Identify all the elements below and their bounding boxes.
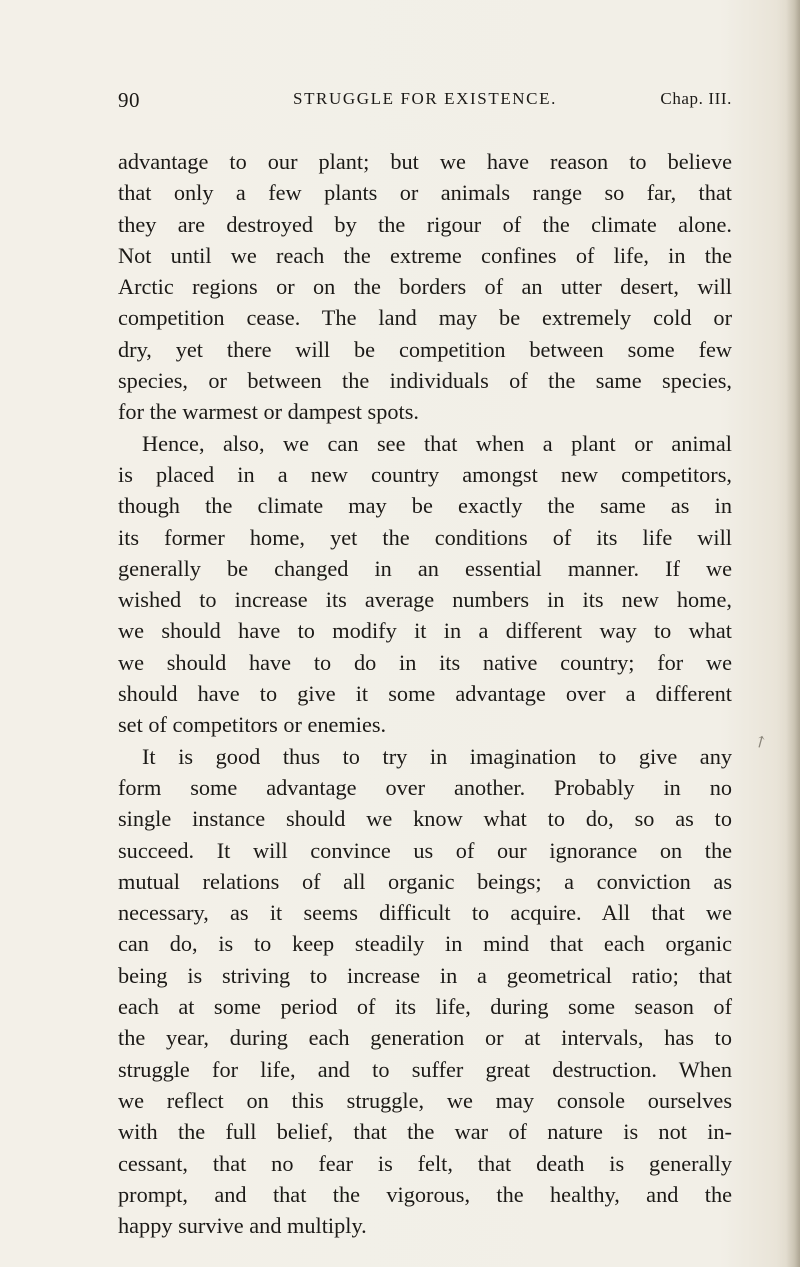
text-line: with the full belief, that the war of nature is not in- — [118, 1119, 732, 1145]
text-line: we should have to modify it in a different way to what — [118, 618, 732, 644]
text-line: each at some period of its life, during some season of — [118, 994, 732, 1020]
text-line: they are destroyed by the rigour of the climate alone. — [118, 211, 732, 237]
text-line: is placed in a new country amongst new competitors, — [118, 461, 732, 487]
text-line: should have to give it some advantage over a different — [118, 681, 732, 707]
text-line: mutual relations of all organic beings; a conviction as — [118, 868, 732, 894]
page-number: 90 — [118, 88, 140, 112]
text-line: cessant, that no fear is felt, that death is generally — [118, 1150, 732, 1176]
text-line: Arctic regions or on the borders of an utter desert, will — [118, 274, 732, 300]
text-line: prompt, and that the vigorous, the healthy, and the — [118, 1181, 732, 1207]
running-header — [118, 88, 732, 118]
text-line: we should have to do in its native country; for we — [118, 649, 732, 675]
text-line: wished to increase its average numbers in its new home, — [118, 587, 732, 613]
text-line: Not until we reach the extreme confines of life, in the — [118, 242, 732, 268]
text-line: though the climate may be exactly the same as in — [118, 493, 732, 519]
running-title: STRUGGLE FOR EXISTENCE. — [293, 89, 557, 108]
text-line: set of competitors or enemies. — [118, 712, 387, 738]
text-line: necessary, as it seems difficult to acquire. All that we — [118, 900, 732, 926]
text-line: single instance should we know what to do, so as to — [118, 806, 732, 832]
margin-mark: ↗ — [750, 731, 772, 754]
text-line: species, or between the individuals of the same species, — [118, 368, 732, 394]
text-line: Hence, also, we can see that when a plant or animal — [142, 430, 732, 456]
body-text — [118, 146, 732, 1241]
text-line: generally be changed in an essential manner. If we — [118, 555, 732, 581]
text-line: we reflect on this struggle, we may console ourselves — [118, 1087, 732, 1113]
text-line: that only a few plants or animals range so far, that — [118, 180, 732, 206]
text-line: struggle for life, and to suffer great destruction. When — [118, 1056, 732, 1082]
text-line: happy survive and multiply. — [118, 1213, 367, 1239]
text-line: for the warmest or dampest spots. — [118, 399, 419, 425]
text-line: can do, is to keep steadily in mind that each organic — [118, 931, 732, 957]
page-edge-shadow — [786, 0, 800, 1267]
text-line: competition cease. The land may be extremely cold or — [118, 305, 732, 331]
text-line: the year, during each generation or at intervals, has to — [118, 1025, 732, 1051]
chapter-label: Chap. III. — [660, 89, 732, 108]
text-line: dry, yet there will be competition between some few — [118, 336, 732, 362]
text-line: form some advantage over another. Probably in no — [118, 774, 732, 800]
text-line: advantage to our plant; but we have reason to believe — [118, 149, 732, 174]
text-line: It is good thus to try in imagination to give any — [142, 743, 732, 769]
text-line: succeed. It will convince us of our ignorance on the — [118, 837, 732, 863]
text-line: its former home, yet the conditions of its life will — [118, 524, 732, 550]
text-line: being is striving to increase in a geometrical ratio; that — [118, 962, 732, 988]
